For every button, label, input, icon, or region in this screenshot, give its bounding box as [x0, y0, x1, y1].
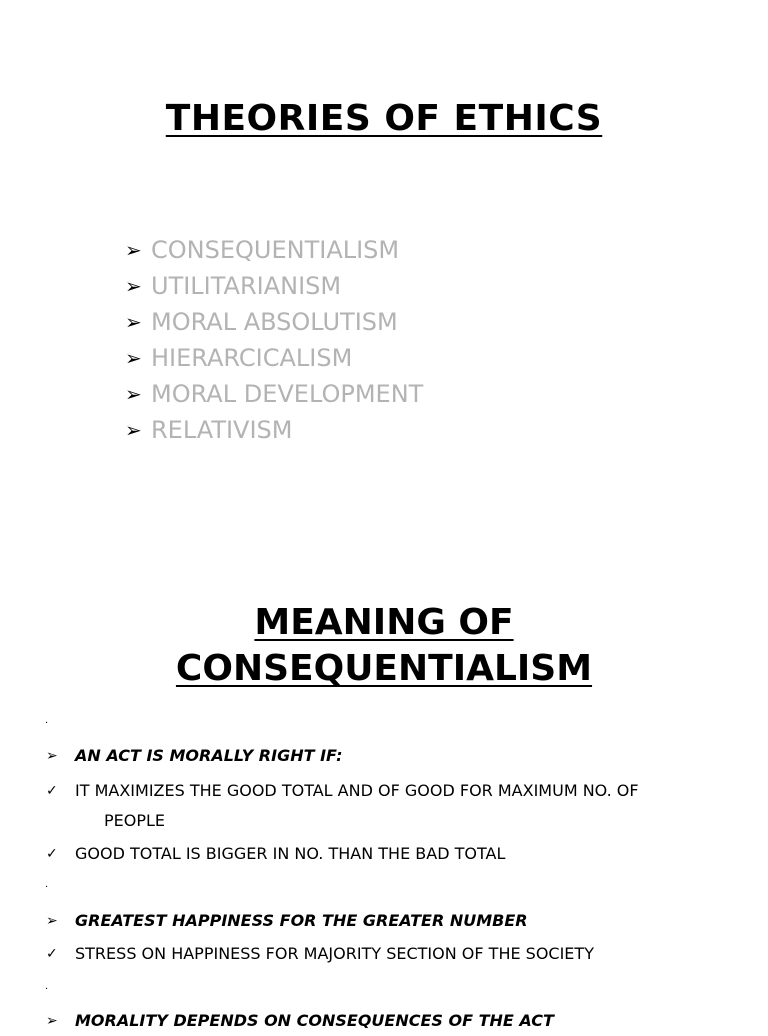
- page-title: THEORIES OF ETHICS: [165, 98, 603, 139]
- checkmark-icon: ✓: [46, 946, 58, 962]
- point-heading: MORALITY DEPENDS ON CONSEQUENCES OF THE ACT: [75, 1011, 554, 1030]
- arrow-point: [46, 741, 726, 771]
- checkmark-icon: ✓: [46, 846, 58, 862]
- theory-item: [125, 376, 423, 412]
- checkmark-icon: ✓: [46, 783, 58, 799]
- separator-dot: .: [45, 981, 49, 992]
- theory-item: [125, 412, 423, 448]
- arrow-bullet-icon: ➢: [125, 346, 142, 370]
- arrow-bullet-icon: ➢: [125, 382, 142, 406]
- theory-item: [125, 304, 423, 340]
- theory-label: UTILITARIANISM: [151, 272, 342, 300]
- section-title: [0, 600, 768, 692]
- arrow-bullet-icon: ➢: [125, 310, 142, 334]
- theory-label: RELATIVISM: [151, 416, 293, 444]
- point-heading: AN ACT IS MORALLY RIGHT IF:: [75, 746, 343, 765]
- check-point: [46, 939, 726, 969]
- arrow-bullet-icon: ➢: [46, 748, 58, 764]
- theory-item: [125, 232, 423, 268]
- section-title-line1: MEANING OF: [254, 602, 514, 643]
- theory-label: CONSEQUENTIALISM: [151, 236, 400, 264]
- separator-dot: .: [45, 715, 49, 726]
- arrow-bullet-icon: ➢: [125, 274, 142, 298]
- section-title-line2: CONSEQUENTIALISM: [175, 648, 593, 689]
- theory-label: MORAL ABSOLUTISM: [151, 308, 398, 336]
- theory-item: [125, 268, 423, 304]
- theory-item: [125, 340, 423, 376]
- point-text: STRESS ON HAPPINESS FOR MAJORITY SECTION OF THE SOCIETY: [75, 944, 594, 963]
- separator-dot: .: [45, 879, 49, 890]
- point-text-line2: PEOPLE: [104, 811, 166, 830]
- theory-list: [125, 232, 423, 448]
- theory-label: MORAL DEVELOPMENT: [151, 380, 424, 408]
- point-text-line1: IT MAXIMIZES THE GOOD TOTAL AND OF GOOD FOR MAXIMUM NO. OF: [75, 781, 639, 800]
- arrow-bullet-icon: ➢: [46, 1013, 58, 1029]
- theory-label: HIERARCICALISM: [151, 344, 353, 372]
- point-text-wrap: [75, 776, 726, 836]
- arrow-point: [46, 1006, 726, 1036]
- check-point: [46, 776, 726, 836]
- point-text: GOOD TOTAL IS BIGGER IN NO. THAN THE BAD TOTAL: [75, 844, 506, 863]
- arrow-point: [46, 906, 726, 936]
- arrow-bullet-icon: ➢: [46, 913, 58, 929]
- check-point: [46, 839, 726, 869]
- arrow-bullet-icon: ➢: [125, 418, 142, 442]
- point-heading: GREATEST HAPPINESS FOR THE GREATER NUMBER: [75, 911, 528, 930]
- arrow-bullet-icon: ➢: [125, 238, 142, 262]
